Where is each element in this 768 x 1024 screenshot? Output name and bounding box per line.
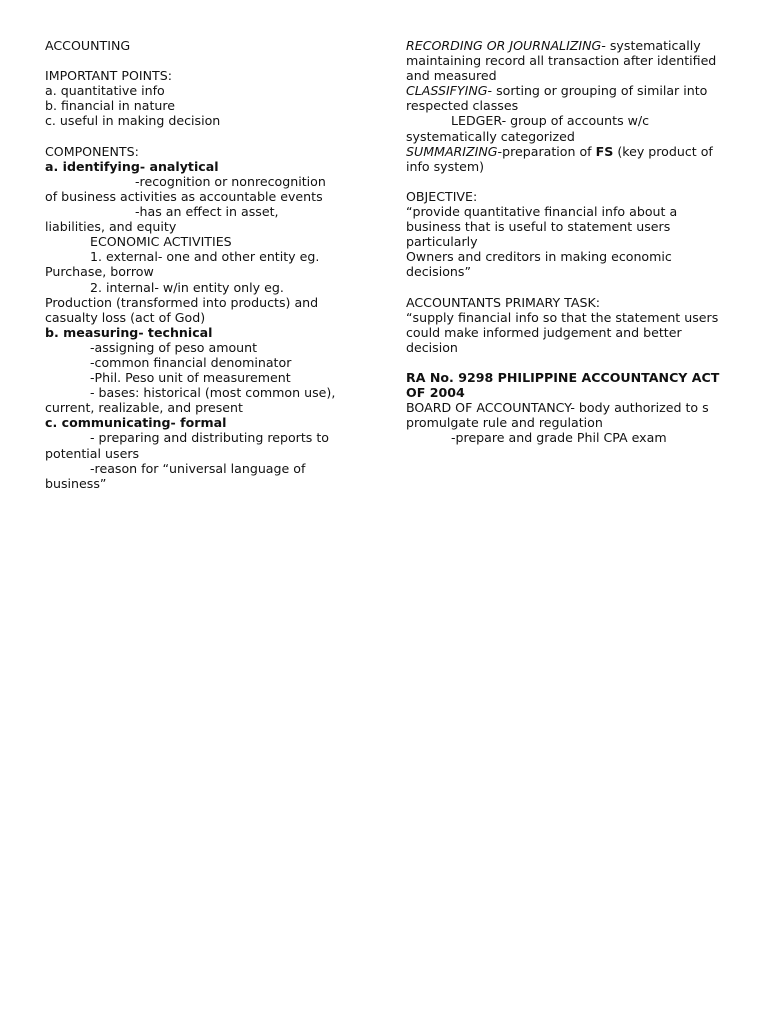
- classifying-desc: - sorting or grouping of similar into respected classes: [406, 83, 708, 114]
- summarizing-definition: [406, 144, 724, 174]
- economic-activity-internal: 2. internal- w/in entity only eg.: [90, 279, 284, 295]
- economic-activity-internal-cont: Production (transformed into products) and casualty loss (act of God): [45, 294, 319, 325]
- primary-task-text: “supply financial info so that the statement users could make informed judgement and better decision: [406, 309, 719, 355]
- summarizing-term: SUMMARIZING: [406, 143, 498, 159]
- communicating-line: -reason for “universal language of: [90, 460, 306, 476]
- recording-desc: systematically maintaining record all transaction after identified and measured: [406, 38, 717, 84]
- measuring-item: -Phil. Peso unit of measurement: [90, 370, 291, 386]
- measuring-item: - bases: historical (most common use),: [90, 385, 336, 401]
- board-of-accountancy: BOARD OF ACCOUNTANCY- body authorized to s: [406, 400, 709, 416]
- ledger-line: LEDGER- group of accounts w/c: [451, 113, 650, 129]
- economic-activities-heading: ECONOMIC ACTIVITIES: [90, 234, 232, 250]
- identifying-line: -has an effect in asset,: [135, 204, 279, 220]
- communicating-line-cont: potential users: [45, 445, 140, 461]
- ledger-line-cont: systematically categorized: [406, 128, 575, 144]
- recording-term: RECORDING OR JOURNALIZING-: [406, 38, 606, 53]
- fs-abbreviation: FS: [595, 143, 614, 159]
- important-point-item: b. financial in nature: [45, 98, 176, 114]
- measuring-item: -assigning of peso amount: [90, 339, 258, 355]
- classifying-definition: [406, 83, 724, 113]
- primary-task-heading: ACCOUNTANTS PRIMARY TASK:: [406, 294, 600, 310]
- cpa-exam-line: -prepare and grade Phil CPA exam: [451, 430, 667, 446]
- objective-heading: OBJECTIVE:: [406, 188, 478, 204]
- important-point-item: a. quantitative info: [45, 83, 165, 99]
- communicating-line-cont: business”: [45, 475, 107, 491]
- measuring-item: -common financial denominator: [90, 354, 292, 370]
- board-of-accountancy-cont: promulgate rule and regulation: [406, 415, 603, 431]
- objective-text-cont: Owners and creditors in making economic decisions”: [406, 249, 672, 280]
- economic-activity-external-cont: Purchase, borrow: [45, 264, 154, 280]
- communicating-line: - preparing and distributing reports to: [90, 430, 329, 446]
- document-title: ACCOUNTING: [45, 38, 131, 53]
- summarizing-desc-before: -preparation of: [497, 143, 596, 159]
- measuring-heading: b. measuring- technical: [45, 324, 213, 340]
- right-column: [406, 38, 724, 446]
- economic-activity-external: 1. external- one and other entity eg.: [90, 249, 320, 265]
- recording-definition: [406, 38, 724, 83]
- ra-heading: RA No. 9298 PHILIPPINE ACCOUNTANCY ACT OF 2004: [406, 370, 720, 401]
- communicating-heading: c. communicating- formal: [45, 415, 227, 431]
- identifying-heading: a. identifying- analytical: [45, 158, 219, 174]
- measuring-bases-cont: current, realizable, and present: [45, 400, 243, 416]
- left-column: [45, 38, 370, 491]
- components-heading: COMPONENTS:: [45, 143, 139, 159]
- identifying-line-cont: liabilities, and equity: [45, 219, 177, 235]
- identifying-line-cont: of business activities as accountable events: [45, 188, 323, 204]
- important-points-heading: IMPORTANT POINTS:: [45, 68, 172, 84]
- important-point-item: c. useful in making decision: [45, 113, 221, 129]
- classifying-term: CLASSIFYING: [406, 83, 488, 99]
- summarizing-desc-after: (key product of info system): [406, 143, 713, 174]
- objective-text: “provide quantitative financial info about a business that is useful to statement users particularly: [406, 204, 678, 250]
- identifying-line: -recognition or nonrecognition: [135, 173, 326, 189]
